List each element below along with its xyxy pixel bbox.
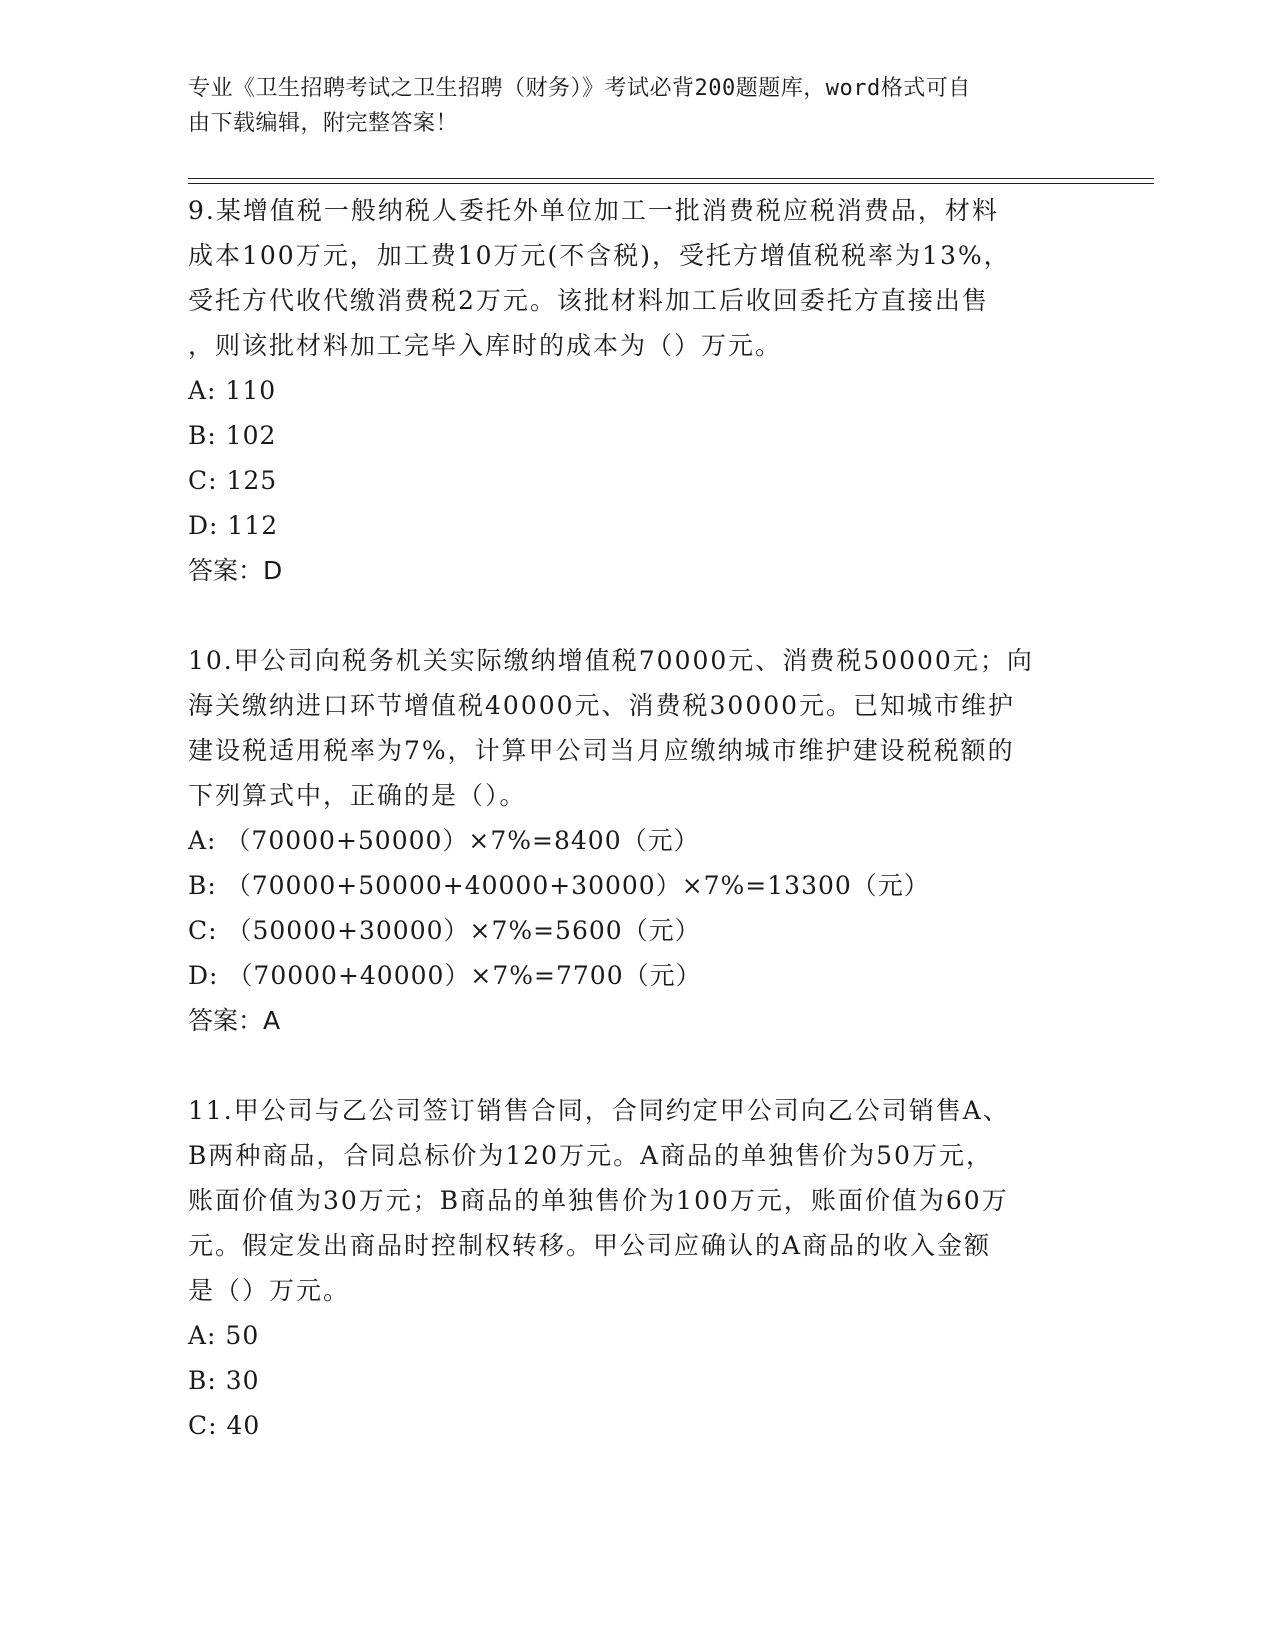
option-b: B: 30 [188, 1366, 260, 1395]
question-9 [188, 188, 1088, 593]
header-divider-bottom [188, 183, 1154, 184]
question-line: 下列算式中，正确的是（）。 [188, 781, 527, 810]
question-line: 是（）万元。 [188, 1276, 351, 1305]
option-c: C: 125 [188, 466, 278, 495]
question-10 [188, 638, 1088, 1043]
option-d: D: 112 [188, 511, 279, 540]
question-line: 账面价值为30万元；B商品的单独售价为100万元，账面价值为60万 [188, 1186, 1009, 1215]
question-line: ，则该批材料加工完毕入库时的成本为（）万元。 [188, 331, 783, 360]
question-text [188, 188, 1088, 368]
option-d: D: （70000+40000）×7%=7700（元） [188, 961, 702, 990]
question-line: 受托方代收代缴消费税2万元。该批材料加工后收回委托方直接出售 [188, 286, 989, 315]
option-a: A: 110 [188, 376, 277, 405]
question-line: 11.甲公司与乙公司签订销售合同，合同约定甲公司向乙公司销售A、 [188, 1096, 1010, 1125]
option-c: C: 40 [188, 1411, 261, 1440]
document-header [188, 71, 1088, 141]
question-line: 10.甲公司向税务机关实际缴纳增值税70000元、消费税50000元；向 [188, 646, 1034, 675]
question-line: 元。假定发出商品时控制权转移。甲公司应确认的A商品的收入金额 [188, 1231, 992, 1260]
header-line-1: 专业《卫生招聘考试之卫生招聘（财务）》考试必背200题题库，word格式可自 [188, 76, 971, 101]
header-line-2: 由下载编辑，附完整答案！ [188, 111, 459, 136]
option-c: C: （50000+30000）×7%=5600（元） [188, 916, 701, 945]
header-divider-top [188, 178, 1154, 179]
answer-label: 答案：D [188, 556, 283, 585]
answer-label: 答案：A [188, 1006, 281, 1035]
option-a: A: 50 [188, 1321, 260, 1350]
spacer [188, 1043, 1088, 1088]
question-line: 建设税适用税率为7%，计算甲公司当月应缴纳城市维护建设税税额的 [188, 736, 1015, 765]
question-list [188, 188, 1088, 1448]
question-line: 9.某增值税一般纳税人委托外单位加工一批消费税应税消费品，材料 [188, 196, 999, 225]
question-11 [188, 1088, 1088, 1448]
question-text [188, 1088, 1088, 1313]
question-text [188, 638, 1088, 818]
option-b: B: （70000+50000+40000+30000）×7%=13300（元） [188, 871, 930, 900]
option-a: A: （70000+50000）×7%=8400（元） [188, 826, 700, 855]
question-line: 成本100万元，加工费10万元(不含税)，受托方增值税税率为13%， [188, 241, 1011, 270]
spacer [188, 593, 1088, 638]
question-line: B两种商品，合同总标价为120万元。A商品的单独售价为50万元， [188, 1141, 993, 1170]
question-line: 海关缴纳进口环节增值税40000元、消费税30000元。已知城市维护 [188, 691, 1016, 720]
option-b: B: 102 [188, 421, 277, 450]
